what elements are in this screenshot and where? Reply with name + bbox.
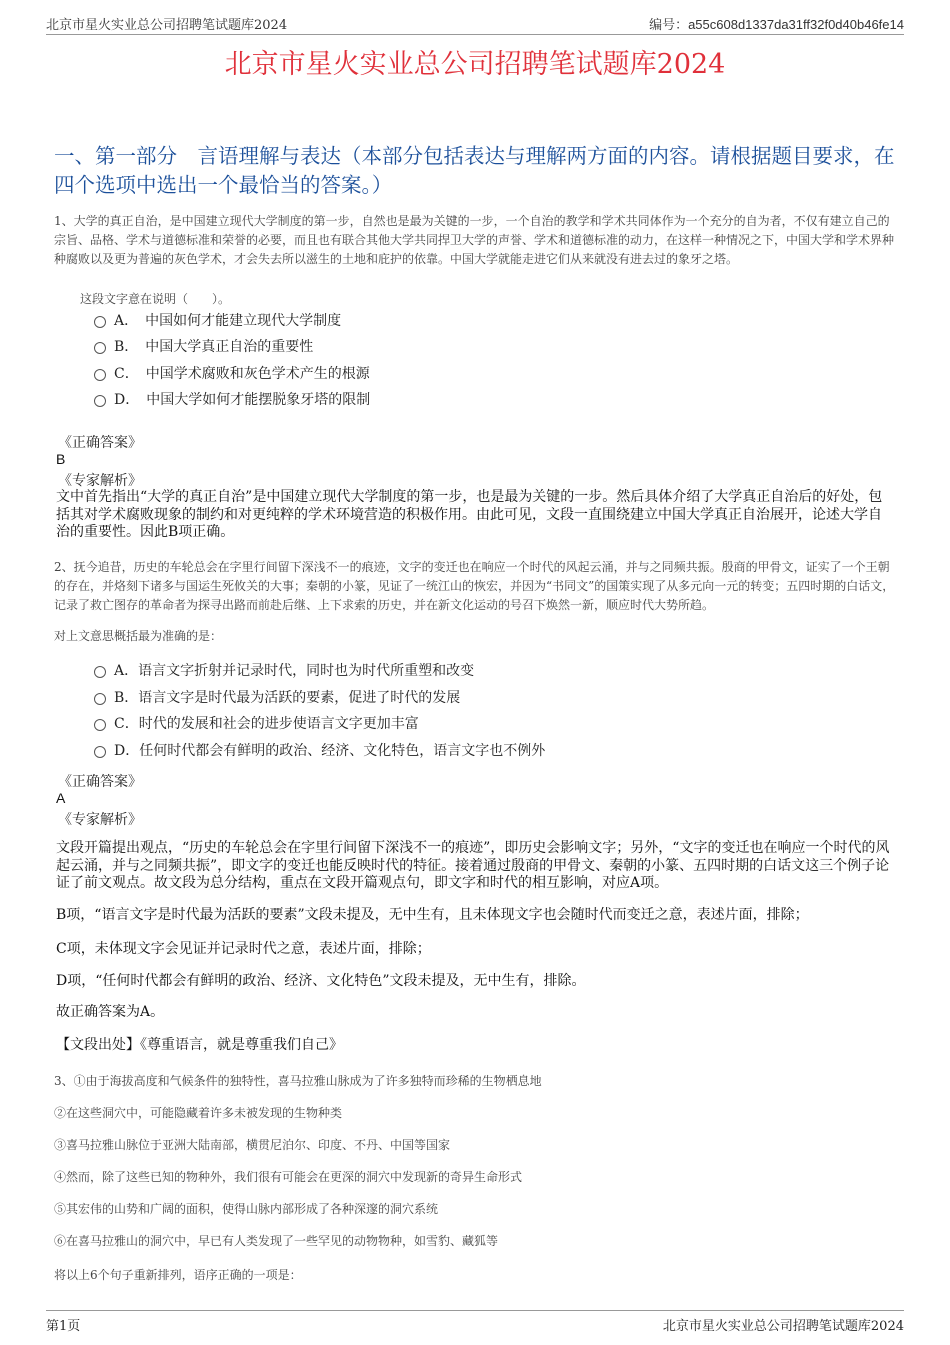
q2-analysis-paragraph: D项，“任何时代都会有鲜明的政治、经济、文化特色”文段未提及，无中生有，排除。 — [56, 973, 586, 989]
q3-sentence: ②在这些洞穴中，可能隐藏着许多未被发现的生物种类 — [54, 1106, 343, 1120]
page-footer — [46, 1310, 904, 1335]
q3-sentence: ⑤其宏伟的山势和广阔的面积，使得山脉内部形成了各种深邃的洞穴系统 — [54, 1202, 439, 1216]
q2-option-d[interactable]: D．任何时代都会有鲜明的政治、经济、文化特色，语言文字也不例外 — [94, 741, 545, 761]
q2-option-a[interactable]: A．语言文字折射并记录时代，同时也为时代所重塑和改变 — [94, 661, 474, 681]
radio-icon[interactable] — [94, 719, 106, 731]
q2-analysis-label: 《专家解析》 — [58, 812, 142, 828]
q2-answer-label: 《正确答案》 — [58, 774, 142, 790]
radio-icon[interactable] — [94, 369, 106, 381]
q1-analysis: 文中首先指出“大学的真正自治”是中国建立现代大学制度的第一步，也是最为关键的一步。然后具体介绍了大学真正自治后的好处，包括其对学术腐败现象的制约和对更纯粹的学术环境营造的积极作用。由此可见，文段一直围绕建立中国大学真正自治展开，论述大学自治的重要性。因此B项正确。 — [56, 489, 883, 540]
page-number: 第1页 — [46, 1319, 81, 1334]
section-heading: 一、第一部分 言语理解与表达（本部分包括表达与理解两方面的内容。请根据题目要求，在四个选项中选出一个最恰当的答案。） — [54, 144, 895, 197]
radio-icon[interactable] — [94, 666, 106, 678]
q2-analysis-paragraph: B项，“语言文字是时代最为活跃的要素”文段未提及，无中生有，且未体现文字也会随时代而变迁之意，表述片面，排除； — [56, 907, 809, 923]
question-2-passage: 2、抚今追昔，历史的车轮总会在字里行间留下深浅不一的痕迹，文字的变迁也在响应一个时代的风起云涌，并与之同频共振。殷商的甲骨文，证实了一个王朝的存在，并烙刻下诸多与国运生死攸关的大事；秦朝的小篆，见证了一统江山的恢宏，并因为“书同文”的国策实现了从多元向一元的转变；五四时期的白话文，记录了救亡图存的革命者为探寻出路而前赴后继、上下求索的历史，并在新文化运动的号召下焕然一新，顺应时代大势所趋。 — [54, 560, 895, 612]
q3-sentence: 3、①由于海拔高度和气候条件的独特性，喜马拉雅山脉成为了许多独特而珍稀的生物栖息地 — [54, 1074, 542, 1088]
question-1-stem: 这段文字意在说明（ ）。 — [80, 292, 231, 306]
page-title: 北京市星火实业总公司招聘笔试题库2024 — [224, 49, 726, 80]
footer-title: 北京市星火实业总公司招聘笔试题库2024 — [662, 1319, 904, 1334]
question-2-stem: 对上文意思概括最为准确的是： — [54, 629, 223, 643]
radio-icon[interactable] — [94, 693, 106, 705]
q1-option-b[interactable]: B． 中国大学真正自治的重要性 — [94, 337, 313, 357]
header-title: 北京市星火实业总公司招聘笔试题库2024 — [46, 18, 288, 33]
page-header — [46, 14, 904, 35]
q2-analysis-paragraph: 故正确答案为A。 — [56, 1004, 165, 1020]
radio-icon[interactable] — [94, 316, 106, 328]
q2-analysis-paragraph: C项，未体现文字会见证并记录时代之意，表述片面，排除； — [56, 941, 431, 957]
radio-icon[interactable] — [94, 746, 106, 758]
q2-option-b[interactable]: B．语言文字是时代最为活跃的要素，促进了时代的发展 — [94, 688, 460, 708]
question-1-passage: 1、大学的真正自治，是中国建立现代大学制度的第一步，自然也是最为关键的一步，一个自治的教学和学术共同体作为一个充分的自为者，不仅有建立自己的宗旨、品格、学术与道德标准和荣誉的必要，而且也有联合其他大学共同捍卫大学的声誉、学术和道德标准的动力，在这样一种情况之下，中国大学和学术界种种腐败以及更为普遍的灰色学术，才会失去所以滋生的土地和庇护的依靠。中国大学就能走进它们从来就没有进去过的象牙之塔。 — [54, 214, 895, 266]
q3-sentence: ④然而，除了这些已知的物种外，我们很有可能会在更深的洞穴中发现新的奇异生命形式 — [54, 1170, 523, 1184]
q1-analysis-label: 《专家解析》 — [58, 473, 142, 489]
q3-stem: 将以上6个句子重新排列，语序正确的一项是： — [54, 1268, 302, 1282]
q1-answer-label: 《正确答案》 — [58, 435, 142, 451]
q1-option-d[interactable]: D． 中国大学如何才能摆脱象牙塔的限制 — [94, 390, 370, 410]
q1-answer: B — [56, 451, 66, 467]
q2-analysis-paragraph: 文段开篇提出观点，“历史的车轮总会在字里行间留下深浅不一的痕迹”，即历史会影响文字；另外，“文字的变迁也在响应一个时代的风起云涌，并与之同频共振”，即文字的变迁也能反映时代的特征。接着通过殷商的甲骨文、秦朝的小篆、五四时期的白话文这三个例子论证了前文观点。故文段为总分结构，重点在文段开篇观点句，即文字和时代的相互影响，对应A项。 — [56, 840, 890, 891]
q2-answer: A — [56, 790, 66, 806]
q1-option-a[interactable]: A． 中国如何才能建立现代大学制度 — [94, 311, 341, 331]
q3-sentence: ⑥在喜马拉雅山的洞穴中，早已有人类发现了一些罕见的动物物种，如雪豹、藏狐等 — [54, 1234, 499, 1248]
q2-source: 【文段出处】《尊重语言，就是尊重我们自己》 — [56, 1037, 343, 1053]
document-id: 编号：a55c608d1337da31ff32f0d40b46fe14 — [649, 17, 904, 32]
q3-sentence: ③喜马拉雅山脉位于亚洲大陆南部，横贯尼泊尔、印度、不丹、中国等国家 — [54, 1138, 451, 1152]
q1-option-c[interactable]: C． 中国学术腐败和灰色学术产生的根源 — [94, 364, 370, 384]
q2-option-c[interactable]: C．时代的发展和社会的进步使语言文字更加丰富 — [94, 714, 419, 734]
radio-icon[interactable] — [94, 395, 106, 407]
radio-icon[interactable] — [94, 342, 106, 354]
